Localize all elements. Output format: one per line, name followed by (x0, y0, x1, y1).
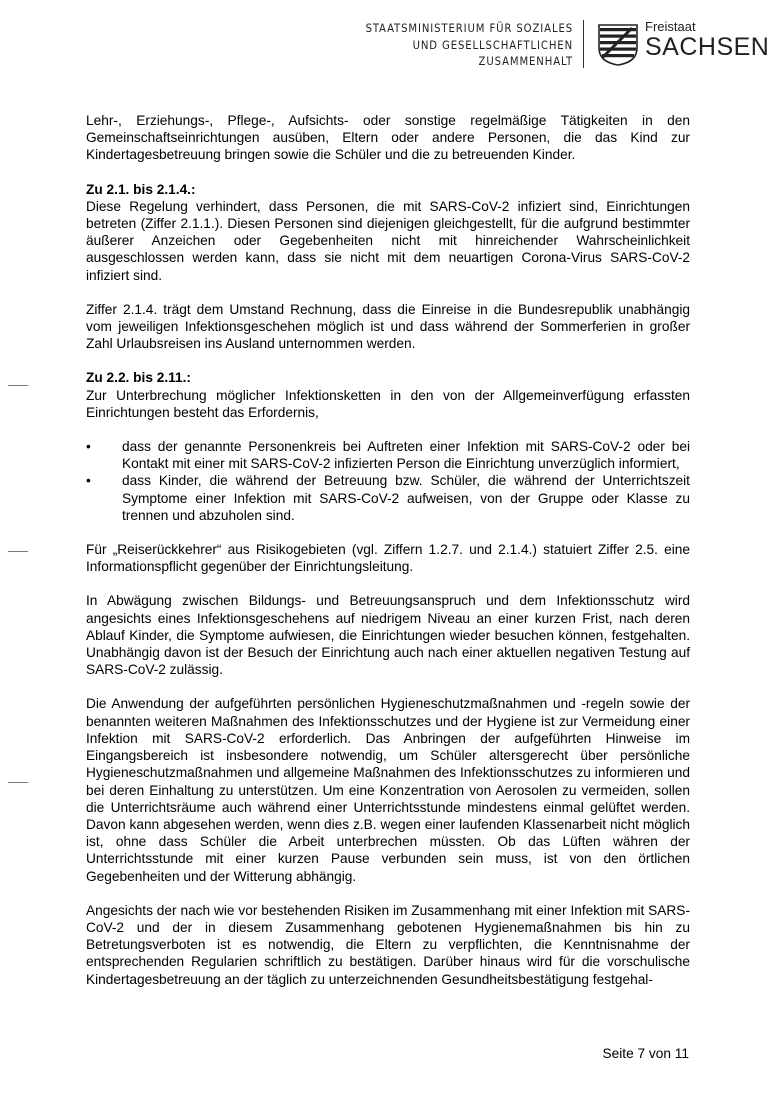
brand-big-text: SACHSEN (645, 33, 770, 61)
paragraph: Lehr-, Erziehungs-, Pflege-, Aufsichts- oder sonstige regelmäßige Tätigkeiten in den Gemeinschaftseinrichtungen ausüben, Eltern oder andere Personen, die das Kind zur Kindertagesbetreuung bringen sowie die Schüler und die zu betreuenden Kinder. (86, 113, 690, 163)
bullet-icon: • (86, 473, 91, 489)
list-item (86, 438, 690, 472)
paragraph: Ziffer 2.1.4. trägt dem Umstand Rechnung, dass die Einreise in die Bundesrepublik unabhängig vom jeweiligen Infektionsgeschehen möglich ist und dass während der Sommerferien in großer Zahl Urlaubsreisen ins Ausland unternommen werden. (86, 301, 690, 352)
section-heading: Zu 2.1. bis 2.1.4.: (86, 181, 196, 197)
paragraph: In Abwägung zwischen Bildungs- und Betreuungsanspruch und dem Infektionsschutz wird angesichts eines Infektionsgeschehens auf niedrigem Niveau an einer kurzen Frist, nach deren Ablauf Kinder, die Symptome aufwiesen, die Einrichtungen wieder besuchen können, festgehalten. Unabhängig davon ist der Besuch der Einrichtung auch nach einer aktuellen negativen Testung auf SARS-CoV-2 zulässig. (86, 593, 690, 678)
bullet-list (86, 438, 690, 524)
section-heading: Zu 2.2. bis 2.11.: (86, 370, 191, 386)
ministry-line-3: ZUSAMMENHALT (478, 55, 573, 68)
paragraph: Zur Unterbrechung möglicher Infektionsketten in den von der Allgemeinverfügung erfassten Einrichtungen besteht das Erfordernis, (86, 387, 690, 420)
fold-mark (8, 782, 28, 783)
brand-small-text: Freistaat (645, 19, 696, 34)
paragraph: Die Anwendung der aufgeführten persönlichen Hygieneschutzmaßnahmen und -regeln sowie der benannten weiteren Maßnahmen des Infektionsschutzes und der Hygiene ist zur Vermeidung einer Infektion mit SARS-CoV-2 erforderlich. Das Anbringen der aufgeführten Hinweise im Eingangsbereich ist insbesondere notwendig, um Schüler altersgerecht über persönliche Hygieneschutzmaßnahmen und allgemeine Maßnahmen des Infektionsschutzes zu informieren und bei deren Einhaltung zu unterstützen. Um eine Konzentration von Aerosolen zu vermeiden, sollen die Unterrichtsräume auch während einer Unterrichtsstunde mindestens einmal gelüftet werden. Davon kann abgesehen werden, wenn dies z.B. wegen einer laufenden Klassenarbeit nicht möglich ist, ohne dass Schüler die Arbeit unterbrechen müssten. Ob das Lüften währen der Unterrichtsstunde mit einer kurzen Pause verbunden sein muss, ist von den örtlichen Gegebenheiten und der Witterung abhängig. (86, 696, 690, 884)
ministry-line-1: STAATSMINISTERIUM FÜR SOZIALES (365, 22, 573, 35)
document-body (86, 112, 690, 1005)
bullet-icon: • (86, 439, 91, 455)
list-item (86, 472, 690, 524)
ministry-name (366, 21, 573, 71)
ministry-line-2: UND GESELLSCHAFTLICHEN (412, 38, 573, 52)
paragraph: Für „Reiserückkehrer“ aus Risikogebieten (vgl. Ziffern 1.2.7. und 2.1.4.) statuiert Ziffer 2.5. eine Informationspflicht gegenüber der Einrichtungsleitung. (86, 542, 690, 575)
paragraph: Angesichts der nach wie vor bestehenden Risiken im Zusammenhang mit einer Infektion mit SARS-CoV-2 und der in diesem Zusammenhang gebotenen Hygienemaßnahmen bis hin zu Betretungsverboten ist es notwendig, die Eltern zu verpflichten, die Kenntnisnahme der entsprechenden Regularien schriftlich zu bestätigen. Darüber hinaus wird für die vorschulische Kindertagesbetreuung an der täglich zu unterzeichnenden Gesundheitsbestätigung festgehal- (86, 902, 690, 987)
list-item-text: dass Kinder, die während der Betreuung bzw. Schüler, die während der Unterrichtszeit Symptome einer Infektion mit SARS-CoV-2 aufweisen, von der Gruppe oder Klasse zu trennen und abzuholen sind. (122, 473, 690, 523)
fold-mark (8, 385, 28, 386)
letterhead (0, 0, 778, 80)
fold-mark (8, 551, 28, 552)
header-divider (583, 20, 584, 68)
state-brand (645, 20, 769, 60)
saxony-coat-of-arms-icon (598, 24, 638, 66)
list-item-text: dass der genannte Personenkreis bei Auftreten einer Infektion mit SARS-CoV-2 oder bei Kontakt mit einer mit SARS-CoV-2 infizierten Person die Einrichtung unverzüglich informiert, (122, 439, 690, 472)
page-number: Seite 7 von 11 (602, 1046, 689, 1061)
paragraph: Diese Regelung verhindert, dass Personen, die mit SARS-CoV-2 infiziert sind, Einrichtungen betreten (Ziffer 2.1.1.). Diesen Personen sind diejenigen gleichgestellt, für die aufgrund bestimmter äußerer Anzeichen oder Gegebenheiten nicht mit hinreichender Wahrscheinlichkeit ausgeschlossen werden kann, dass sie nicht mit dem neuartigen Corona-Virus SARS-CoV-2 infiziert sind. (86, 198, 690, 283)
